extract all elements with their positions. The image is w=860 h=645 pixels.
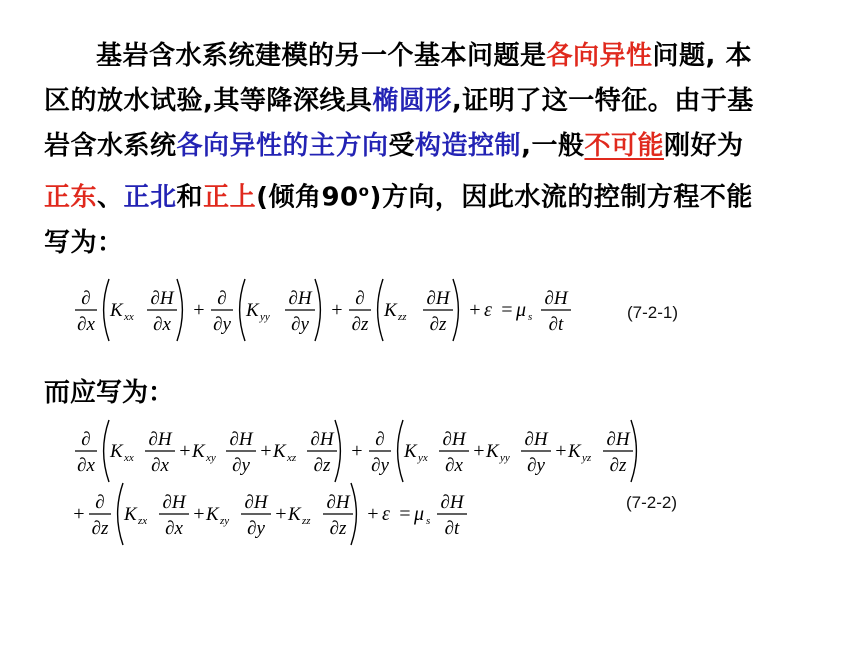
fraction-denominator: ∂y <box>291 314 309 335</box>
K-coefficient: K <box>273 441 286 462</box>
equation-7-2-2 <box>72 420 636 545</box>
highlight-anisotropy: 各向异性 <box>546 41 653 71</box>
left-paren <box>398 420 403 482</box>
K-subscript: zz <box>302 515 311 527</box>
text-run: )方向，因此水流的控制方程不能 <box>369 182 753 213</box>
text-run: 刚好为 <box>663 131 744 161</box>
K-subscript: zx <box>138 515 148 527</box>
right-paren <box>177 279 182 341</box>
fraction-numerator: ∂H <box>148 429 172 450</box>
K-subscript: xz <box>287 452 297 464</box>
fraction-numerator: ∂ <box>355 288 365 309</box>
fraction-denominator: ∂x <box>165 518 183 539</box>
fraction-denominator: ∂x <box>77 314 95 335</box>
K-subscript: zz <box>398 311 407 323</box>
equation-label-1: (7-2-1) <box>627 303 679 322</box>
fraction-numerator: ∂H <box>442 429 466 450</box>
text-run: 基岩含水系统建模的另一个基本问题是 <box>96 41 547 71</box>
fraction-numerator: ∂ <box>95 492 105 513</box>
fraction-denominator: ∂z <box>609 455 627 476</box>
fraction-denominator: ∂x <box>153 314 171 335</box>
left-paren <box>104 279 109 341</box>
text-run: ,证明了这一特征。由于基 <box>451 86 754 116</box>
plus-sign: + <box>192 503 206 525</box>
plus-sign: + <box>192 299 206 321</box>
degree-mark: o <box>358 182 370 200</box>
fraction-denominator: ∂t <box>444 518 460 539</box>
fraction-denominator: ∂y <box>527 455 545 476</box>
fraction-denominator: ∂y <box>371 455 389 476</box>
left-paren <box>104 420 109 482</box>
fraction-numerator: ∂H <box>426 288 450 309</box>
fraction-numerator: ∂H <box>524 429 548 450</box>
plus-sign: + <box>472 440 486 462</box>
plus-sign: + <box>178 440 192 462</box>
mu-subscript: s <box>528 311 533 323</box>
fraction-denominator: ∂t <box>548 314 564 335</box>
text-run: ,一般 <box>521 131 585 161</box>
mu: μ <box>414 503 425 525</box>
right-paren <box>315 279 320 341</box>
equals-sign: = <box>398 503 412 525</box>
left-paren <box>378 279 383 341</box>
plus-sign: + <box>72 503 86 525</box>
plus-sign: + <box>366 503 380 525</box>
K-coefficient: K <box>206 504 219 525</box>
equation-label-2: (7-2-2) <box>626 493 678 512</box>
text-run: 受 <box>388 131 416 161</box>
highlight-north: 正北 <box>123 182 177 213</box>
fraction-numerator: ∂H <box>440 492 464 513</box>
epsilon: ε <box>484 299 492 321</box>
K-subscript: yy <box>260 311 270 323</box>
K-coefficient: K <box>124 504 137 525</box>
K-subscript: xy <box>206 452 216 464</box>
fraction-denominator: ∂z <box>329 518 347 539</box>
K-subscript: yx <box>418 452 428 464</box>
fraction-numerator: ∂H <box>244 492 268 513</box>
highlight-ellipse: 椭圆形 <box>372 86 452 116</box>
epsilon: ε <box>382 503 390 525</box>
fraction-numerator: ∂H <box>288 288 312 309</box>
fraction-denominator: ∂y <box>213 314 231 335</box>
equation-7-2-1 <box>75 279 571 341</box>
fraction-denominator: ∂x <box>445 455 463 476</box>
fraction-numerator: ∂ <box>81 288 91 309</box>
K-coefficient: K <box>404 441 417 462</box>
paragraph-line-5: 写为： <box>44 227 124 258</box>
right-paren <box>453 279 458 341</box>
text-run: 、 <box>97 182 124 213</box>
K-coefficient: K <box>110 300 123 321</box>
fraction-denominator: ∂y <box>247 518 265 539</box>
fraction-denominator: ∂z <box>351 314 369 335</box>
text-run: 和 <box>176 182 204 213</box>
K-subscript: xx <box>124 452 134 464</box>
highlight-up: 正上 <box>203 182 257 213</box>
highlight-east: 正东 <box>44 182 98 213</box>
fraction-numerator: ∂H <box>606 429 630 450</box>
fraction-denominator: ∂x <box>77 455 95 476</box>
K-coefficient: K <box>288 504 301 525</box>
fraction-numerator: ∂H <box>544 288 568 309</box>
K-coefficient: K <box>110 441 123 462</box>
K-subscript: xx <box>124 311 134 323</box>
subheading: 而应写为： <box>44 378 175 408</box>
K-coefficient: K <box>568 441 581 462</box>
text-run: 问题, 本 <box>652 41 752 71</box>
plus-sign: + <box>554 440 568 462</box>
left-paren <box>118 483 123 545</box>
mu: μ <box>516 299 527 321</box>
fraction-numerator: ∂H <box>229 429 253 450</box>
plus-sign: + <box>259 440 273 462</box>
highlight-principal-direction: 各向异性的主方向 <box>176 131 389 161</box>
fraction-numerator: ∂H <box>162 492 186 513</box>
K-coefficient: K <box>246 300 259 321</box>
mu-subscript: s <box>426 515 431 527</box>
fraction-numerator: ∂H <box>310 429 334 450</box>
fraction-denominator: ∂x <box>151 455 169 476</box>
K-coefficient: K <box>486 441 499 462</box>
fraction-numerator: ∂ <box>81 429 91 450</box>
K-subscript: yy <box>500 452 510 464</box>
equals-sign: = <box>500 299 514 321</box>
K-subscript: yz <box>582 452 592 464</box>
fraction-denominator: ∂z <box>429 314 447 335</box>
fraction-denominator: ∂z <box>313 455 331 476</box>
left-paren <box>240 279 245 341</box>
K-coefficient: K <box>192 441 205 462</box>
text-run: 区的放水试验,其等降深线具 <box>44 86 373 116</box>
fraction-numerator: ∂H <box>326 492 350 513</box>
fraction-numerator: ∂ <box>375 429 385 450</box>
fraction-denominator: ∂z <box>91 518 109 539</box>
plus-sign: + <box>330 299 344 321</box>
K-coefficient: K <box>384 300 397 321</box>
fraction-numerator: ∂ <box>217 288 227 309</box>
text-run: 岩含水系统 <box>44 131 177 161</box>
text-run: (倾角90 <box>256 182 359 213</box>
highlight-impossible: 不可能 <box>584 131 664 161</box>
K-subscript: zy <box>220 515 230 527</box>
fraction-numerator: ∂H <box>150 288 174 309</box>
plus-sign: + <box>468 299 482 321</box>
fraction-denominator: ∂y <box>232 455 250 476</box>
plus-sign: + <box>274 503 288 525</box>
highlight-structure-control: 构造控制 <box>415 131 522 161</box>
plus-sign: + <box>350 440 364 462</box>
